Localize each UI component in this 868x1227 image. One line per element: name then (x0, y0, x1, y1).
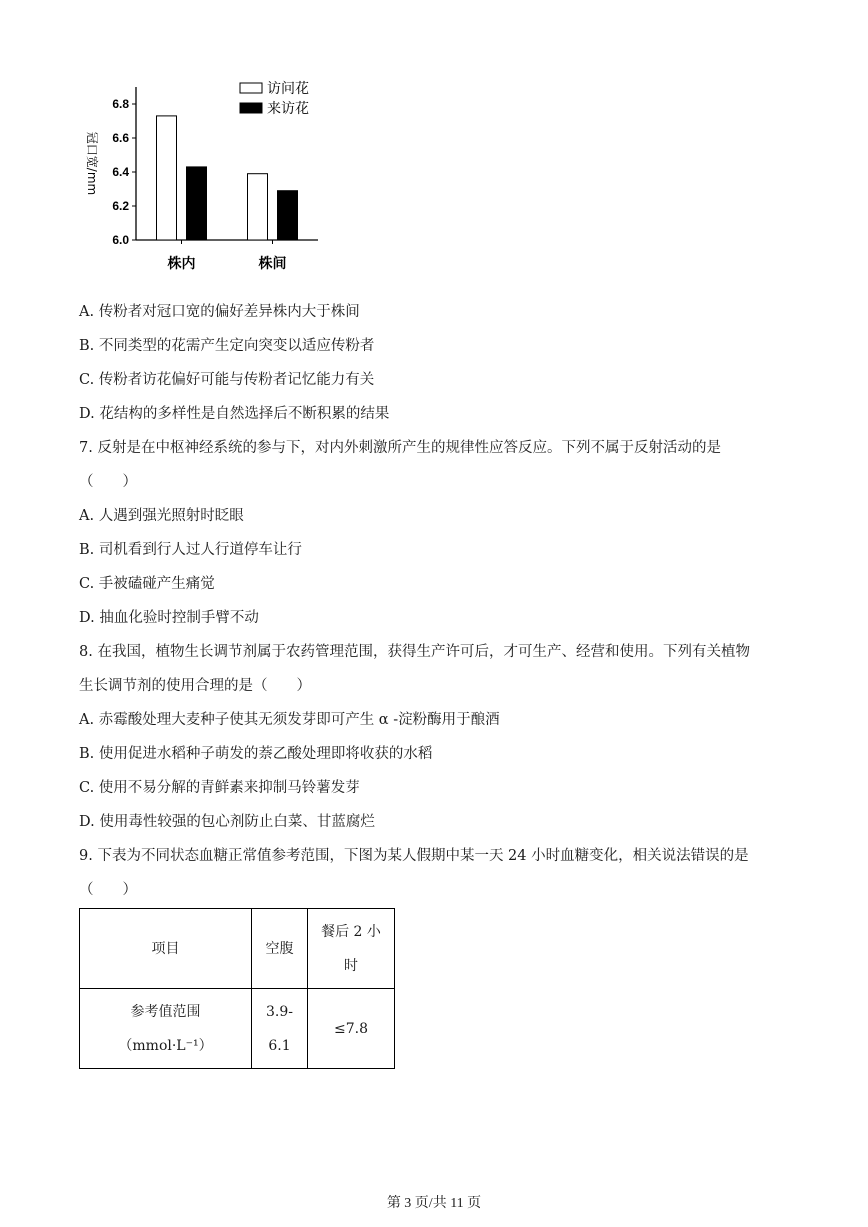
row-label (80, 989, 252, 1069)
table-header-row (80, 909, 395, 989)
y-tick-label: 6.0 (112, 233, 129, 247)
cell-fasting-range-line2: 6.1 (268, 1037, 291, 1054)
q7-option-c: C. 手被磕碰产生痛觉 (79, 576, 215, 592)
q7-option-a: A. 人遇到强光照射时眨眼 (79, 508, 244, 524)
legend-swatch (240, 103, 262, 113)
q6-option-a: A. 传粉者对冠口宽的偏好差异株内大于株间 (79, 304, 360, 320)
blood-glucose-reference-table (79, 908, 395, 1069)
q7-option-b: B. 司机看到行人过人行道停车让行 (79, 542, 302, 558)
header-after-meal (308, 909, 395, 989)
q9-stem: 9. 下表为不同状态血糖正常值参考范围，下图为某人假期中某一天 24 小时血糖变化，相关说法错误的是 (79, 848, 749, 864)
q7-answer-paren: （ ） (79, 474, 137, 490)
bar-访问花-株内 (157, 116, 177, 240)
x-tick-label: 株内 (167, 256, 196, 272)
q8-stem-line2: 生长调节剂的使用合理的是（ ） (79, 678, 311, 694)
q6-option-c: C. 传粉者访花偏好可能与传粉者记忆能力有关 (79, 372, 375, 388)
row-label-line1: 参考值范围 (130, 1003, 201, 1020)
q6-option-b: B. 不同类型的花需产生定向突变以适应传粉者 (79, 338, 375, 354)
cell-fasting-range-line1: 3.9- (266, 1003, 293, 1020)
q8-option-d: D. 使用毒性较强的包心剂防止白菜、甘蓝腐烂 (79, 814, 375, 830)
legend-label: 访问花 (267, 81, 309, 97)
q7-option-d: D. 抽血化验时控制手臂不动 (79, 610, 259, 626)
x-tick-label: 株间 (258, 256, 287, 272)
q8-stem-line1: 8. 在我国，植物生长调节剂属于农药管理范围，获得生产许可后，才可生产、经营和使用。下列有关植物 (79, 644, 750, 660)
legend-swatch (240, 83, 262, 93)
cell-after-meal-range: ≤7.8 (308, 989, 395, 1069)
y-tick-label: 6.6 (112, 131, 129, 145)
y-tick-label: 6.2 (112, 199, 129, 213)
header-after-meal-line2: 时 (344, 957, 358, 974)
header-after-meal-line1: 餐后 2 小 (321, 923, 381, 940)
y-tick-label: 6.8 (112, 97, 129, 111)
q8-option-a: A. 赤霉酸处理大麦种子使其无须发芽即可产生 α -淀粉酶用于酿酒 (79, 712, 500, 728)
q9-answer-paren: （ ） (79, 882, 137, 898)
q7-stem: 7. 反射是在中枢神经系统的参与下，对内外刺激所产生的规律性应答反应。下列不属于反射活动的是 (79, 440, 721, 456)
q8-option-b: B. 使用促进水稻种子萌发的萘乙酸处理即将收获的水稻 (79, 746, 433, 762)
y-tick-label: 6.4 (112, 165, 129, 179)
page-footer: 第 3 页/共 11 页 (386, 1196, 482, 1211)
cell-fasting-range (252, 989, 308, 1069)
row-label-line2: （mmol·L⁻¹） (118, 1037, 213, 1054)
header-item: 项目 (80, 909, 252, 989)
y-axis-label: 冠口宽/mm (85, 131, 99, 196)
chart-canvas (80, 75, 340, 275)
q6-option-d: D. 花结构的多样性是自然选择后不断积累的结果 (79, 406, 390, 422)
bar-来访花-株间 (278, 191, 298, 240)
q8-option-c: C. 使用不易分解的青鲜素来抑制马铃薯发芽 (79, 780, 360, 796)
legend-label: 来访花 (267, 101, 309, 117)
bar-访问花-株间 (248, 174, 268, 240)
bar-chart (80, 75, 340, 275)
header-fasting: 空腹 (252, 909, 308, 989)
table-row (80, 989, 395, 1069)
bar-来访花-株内 (187, 167, 207, 240)
